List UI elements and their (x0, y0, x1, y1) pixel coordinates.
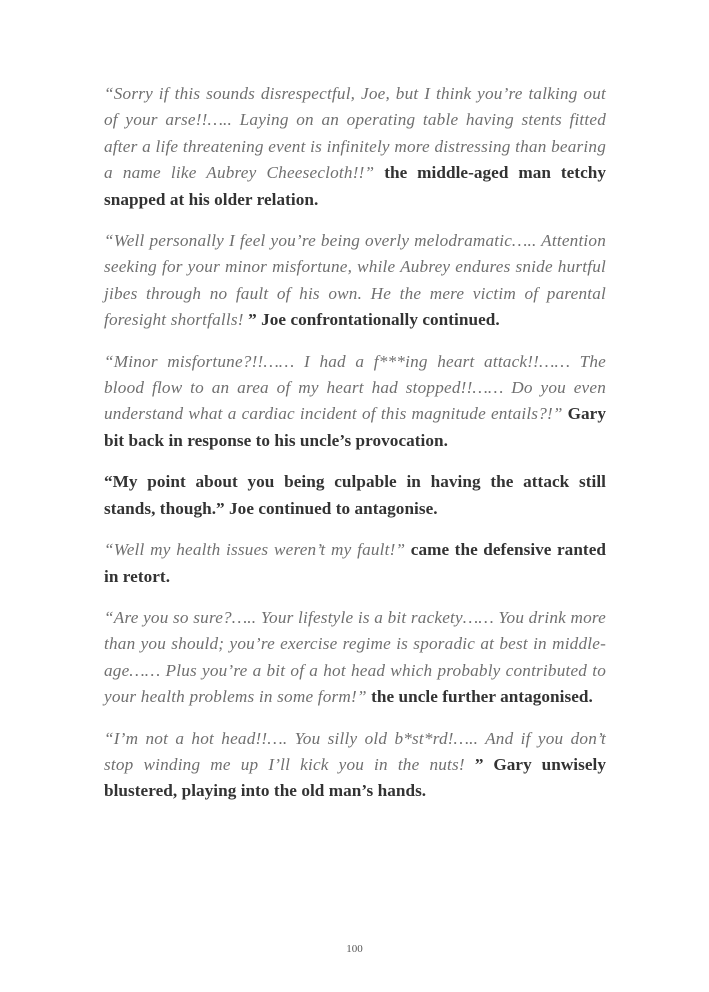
narration-text: Gary bit back in response to his uncle’s provocation. (104, 404, 606, 450)
paragraph (104, 81, 606, 213)
paragraph (104, 349, 606, 455)
paragraph (104, 469, 606, 522)
narration-text: “My point about you being culpable in having the attack still stands, though.” Joe continued to antagonise. (104, 472, 606, 518)
dialogue-text: “Minor misfortune?!!…… I had a f***ing heart attack!!…… The blood flow to an area of my heart had stopped!!…… Do you even understand what a cardiac incident of this magnitude entails?!” (104, 351, 606, 424)
narration-text: came the defensive ranted in retort. (104, 540, 606, 586)
paragraph (104, 726, 606, 805)
dialogue-text: “I’m not a hot head!!…. You silly old b*st*rd!….. And if you don’t stop winding me up I’ll kick you in the nuts! (104, 728, 606, 774)
narration-text: the middle-aged man tetchy snapped at his older relation. (104, 163, 606, 209)
dialogue-text: “Sorry if this sounds disrespectful, Joe, but I think you’re talking out of your arse!!….. Laying on an operating table having stents fitted after a life threatening event is infinitely more distressing than bearing a name like Aubrey Cheesecloth!!” (104, 84, 606, 183)
dialogue-text: “Are you so sure?….. Your lifestyle is a bit rackety…… You drink more than you should; you’re exercise regime is sporadic at best in middle-age…… Plus you’re a bit of a hot head which probably contributed to your health problems in some form!” (104, 607, 606, 707)
dialogue-text: “Well personally I feel you’re being overly melodramatic….. Attention seeking for your minor misfortune, while Aubrey endures snide hurtful jibes through no fault of his own. He the mere victim of parental foresight shortfalls! (104, 231, 606, 330)
paragraph (104, 537, 606, 590)
paragraph (104, 228, 606, 334)
dialogue-text: “Well my health issues weren’t my fault!” (104, 540, 406, 560)
narration-text: ” Gary unwisely blustered, playing into the old man’s hands. (104, 754, 606, 801)
narration-text: ” Joe confrontationally continued. (248, 310, 500, 330)
page-number: 100 (346, 943, 363, 955)
paragraph (104, 605, 606, 711)
body-text (104, 81, 606, 820)
narration-text: the uncle further antagonised. (366, 687, 593, 707)
